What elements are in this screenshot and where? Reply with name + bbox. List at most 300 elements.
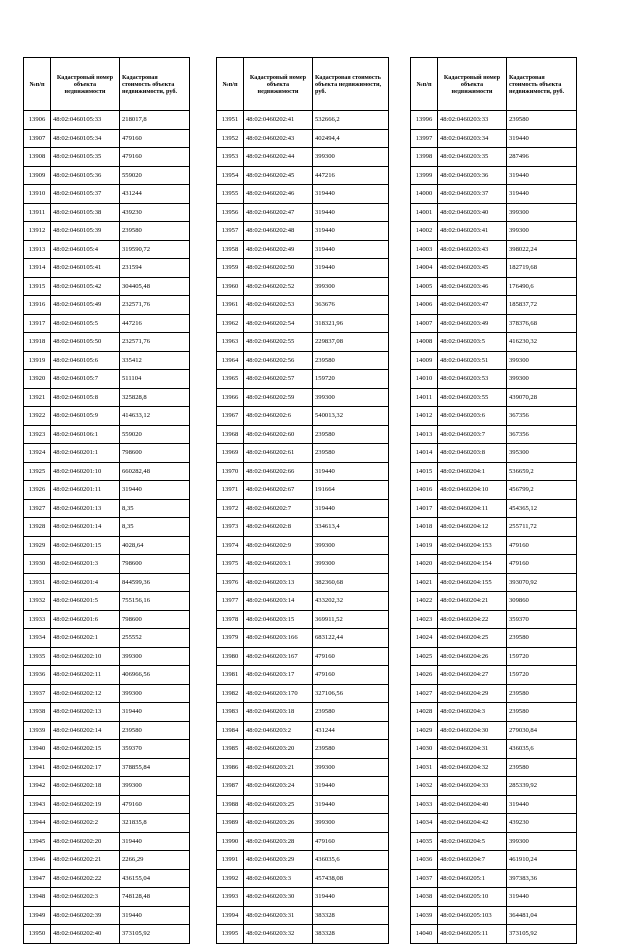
cell-cadastral-number: 48:02:0460203:30: [244, 888, 313, 907]
table-row: [411, 185, 577, 204]
cell-cadastral-value: 456799,2: [507, 481, 577, 500]
table-row: [217, 832, 389, 851]
cell-cadastral-value: 255711,72: [507, 518, 577, 537]
table-row: [24, 851, 190, 870]
cell-cadastral-value: 318321,96: [313, 314, 389, 333]
table-row: [411, 573, 577, 592]
cell-cadastral-value: 239580: [507, 703, 577, 722]
table-row: [24, 444, 190, 463]
cell-cadastral-number: 48:02:0460202:41: [244, 111, 313, 130]
cell-num: 13990: [217, 832, 244, 851]
cell-cadastral-number: 48:02:0460202:67: [244, 481, 313, 500]
table-row: [24, 277, 190, 296]
cell-num: 13982: [217, 684, 244, 703]
cell-cadastral-value: 559020: [120, 425, 190, 444]
table-row: [411, 795, 577, 814]
cell-cadastral-number: 48:02:0460203:5: [438, 333, 507, 352]
cell-cadastral-number: 48:02:0460201:10: [51, 462, 120, 481]
cell-cadastral-value: 359370: [120, 740, 190, 759]
table-row: [411, 499, 577, 518]
cell-cadastral-number: 48:02:0460203:15: [244, 610, 313, 629]
cell-cadastral-number: 48:02:0460204:27: [438, 666, 507, 685]
cell-cadastral-number: 48:02:0460203:29: [244, 851, 313, 870]
cell-cadastral-value: 436155,04: [120, 869, 190, 888]
cell-num: 14006: [411, 296, 438, 315]
table-row: [24, 388, 190, 407]
cell-cadastral-value: 431244: [120, 185, 190, 204]
cell-cadastral-value: 398022,24: [507, 240, 577, 259]
cell-num: 14025: [411, 647, 438, 666]
cell-cadastral-value: 399300: [507, 370, 577, 389]
table-row: [411, 351, 577, 370]
table-row: [217, 647, 389, 666]
cell-cadastral-number: 48:02:0460203:35: [438, 148, 507, 167]
cell-num: 14024: [411, 629, 438, 648]
cell-num: 13999: [411, 166, 438, 185]
cell-cadastral-value: 239580: [507, 758, 577, 777]
cell-num: 14028: [411, 703, 438, 722]
cell-cadastral-number: 48:02:0460105:41: [51, 259, 120, 278]
cell-num: 13947: [24, 869, 51, 888]
table-row: [411, 684, 577, 703]
cell-num: 13964: [217, 351, 244, 370]
cell-cadastral-number: 48:02:0460202:9: [244, 536, 313, 555]
cell-cadastral-value: 683122,44: [313, 629, 389, 648]
cell-num: 13948: [24, 888, 51, 907]
cell-cadastral-value: 159720: [313, 370, 389, 389]
table-row: [411, 333, 577, 352]
cell-cadastral-number: 48:02:0460205:1: [438, 869, 507, 888]
cell-num: 14022: [411, 592, 438, 611]
cell-num: 13918: [24, 333, 51, 352]
table-row: [24, 203, 190, 222]
cell-num: 13971: [217, 481, 244, 500]
table-row: [411, 444, 577, 463]
cell-cadastral-number: 48:02:0460203:34: [438, 129, 507, 148]
cell-num: 14029: [411, 721, 438, 740]
cell-cadastral-value: 439070,28: [507, 388, 577, 407]
table-row: [217, 888, 389, 907]
table-header-row: [24, 58, 190, 111]
table-row: [411, 111, 577, 130]
cell-cadastral-value: 232571,76: [120, 296, 190, 315]
cell-cadastral-number: 48:02:0460202:50: [244, 259, 313, 278]
table-row: [24, 536, 190, 555]
table-row: [217, 703, 389, 722]
cell-num: 13985: [217, 740, 244, 759]
cell-cadastral-number: 48:02:0460204:153: [438, 536, 507, 555]
cell-num: 13913: [24, 240, 51, 259]
cell-cadastral-number: 48:02:0460204:5: [438, 832, 507, 851]
cell-cadastral-value: 239580: [313, 740, 389, 759]
cell-num: 13951: [217, 111, 244, 130]
table-row: [411, 592, 577, 611]
cell-cadastral-number: 48:02:0460204:31: [438, 740, 507, 759]
cell-cadastral-number: 48:02:0460105:5: [51, 314, 120, 333]
cell-num: 13916: [24, 296, 51, 315]
cell-cadastral-value: 382360,68: [313, 573, 389, 592]
cell-num: 13998: [411, 148, 438, 167]
cell-cadastral-number: 48:02:0460204:40: [438, 795, 507, 814]
cell-cadastral-value: 232571,76: [120, 333, 190, 352]
cell-num: 13996: [411, 111, 438, 130]
cell-cadastral-number: 48:02:0460204:32: [438, 758, 507, 777]
table-row: [411, 758, 577, 777]
cell-cadastral-number: 48:02:0460203:3: [244, 869, 313, 888]
table-row: [411, 740, 577, 759]
cell-cadastral-value: 399300: [507, 222, 577, 241]
table-row: [217, 777, 389, 796]
cell-num: 14023: [411, 610, 438, 629]
cell-num: 13932: [24, 592, 51, 611]
table-row: [411, 777, 577, 796]
table-row: [217, 222, 389, 241]
table-row: [411, 925, 577, 944]
cell-cadastral-value: 431244: [313, 721, 389, 740]
cell-cadastral-value: 182719,68: [507, 259, 577, 278]
table-row: [24, 314, 190, 333]
cell-cadastral-value: 239580: [507, 111, 577, 130]
cell-cadastral-value: 319440: [313, 499, 389, 518]
table-row: [217, 444, 389, 463]
cell-num: 13952: [217, 129, 244, 148]
table-row: [24, 814, 190, 833]
cell-num: 13944: [24, 814, 51, 833]
cell-num: 13976: [217, 573, 244, 592]
table-row: [411, 536, 577, 555]
cell-num: 13987: [217, 777, 244, 796]
cell-cadastral-value: 559020: [120, 166, 190, 185]
table-row: [24, 555, 190, 574]
cell-num: 13923: [24, 425, 51, 444]
cell-num: 14000: [411, 185, 438, 204]
cell-num: 13941: [24, 758, 51, 777]
cell-cadastral-value: 239580: [313, 425, 389, 444]
cell-cadastral-value: 8,35: [120, 518, 190, 537]
cell-cadastral-value: 287496: [507, 148, 577, 167]
cell-cadastral-number: 48:02:0460105:8: [51, 388, 120, 407]
cell-num: 13939: [24, 721, 51, 740]
cell-num: 14037: [411, 869, 438, 888]
cell-cadastral-number: 48:02:0460202:59: [244, 388, 313, 407]
cell-cadastral-number: 48:02:0460202:20: [51, 832, 120, 851]
table-row: [24, 240, 190, 259]
table-row: [411, 462, 577, 481]
cell-cadastral-number: 48:02:0460202:1: [51, 629, 120, 648]
cell-cadastral-number: 48:02:0460202:66: [244, 462, 313, 481]
cell-cadastral-value: 239580: [507, 684, 577, 703]
table-row: [217, 148, 389, 167]
table-row: [217, 296, 389, 315]
cell-cadastral-number: 48:02:0460203:8: [438, 444, 507, 463]
cell-cadastral-value: 436035,6: [507, 740, 577, 759]
cell-cadastral-value: 536659,2: [507, 462, 577, 481]
table-row: [217, 259, 389, 278]
cell-cadastral-value: 229837,08: [313, 333, 389, 352]
cell-num: 13921: [24, 388, 51, 407]
table-row: [411, 610, 577, 629]
cell-cadastral-number: 48:02:0460203:51: [438, 351, 507, 370]
cell-num: 14031: [411, 758, 438, 777]
table-row: [217, 906, 389, 925]
cell-num: 13978: [217, 610, 244, 629]
cell-cadastral-value: 319440: [507, 185, 577, 204]
cell-num: 13911: [24, 203, 51, 222]
cell-cadastral-number: 48:02:0460105:42: [51, 277, 120, 296]
cell-cadastral-value: 748128,48: [120, 888, 190, 907]
cell-cadastral-value: 239580: [313, 703, 389, 722]
table-row: [217, 185, 389, 204]
header-cadastral: Кадастровый номер объекта недвижимости: [244, 58, 313, 111]
table-row: [217, 721, 389, 740]
cell-num: 14034: [411, 814, 438, 833]
table-row: [217, 758, 389, 777]
cell-cadastral-value: 319440: [313, 795, 389, 814]
cell-cadastral-number: 48:02:0460202:45: [244, 166, 313, 185]
cell-cadastral-number: 48:02:0460202:10: [51, 647, 120, 666]
cell-num: 13953: [217, 148, 244, 167]
cell-num: 14036: [411, 851, 438, 870]
cell-cadastral-number: 48:02:0460202:13: [51, 703, 120, 722]
cell-cadastral-number: 48:02:0460201:11: [51, 481, 120, 500]
table-row: [217, 536, 389, 555]
cell-num: 14009: [411, 351, 438, 370]
cell-cadastral-number: 48:02:0460204:42: [438, 814, 507, 833]
cell-num: 13924: [24, 444, 51, 463]
table-row: [217, 555, 389, 574]
cell-num: 13940: [24, 740, 51, 759]
cell-cadastral-number: 48:02:0460202:18: [51, 777, 120, 796]
cell-num: 14003: [411, 240, 438, 259]
cell-num: 13957: [217, 222, 244, 241]
cell-cadastral-number: 48:02:0460203:6: [438, 407, 507, 426]
cell-cadastral-value: 447216: [313, 166, 389, 185]
table-row: [24, 462, 190, 481]
cell-cadastral-value: 255552: [120, 629, 190, 648]
cell-cadastral-number: 48:02:0460202:17: [51, 758, 120, 777]
cell-cadastral-value: 239580: [313, 444, 389, 463]
cell-cadastral-number: 48:02:0460202:44: [244, 148, 313, 167]
table-row: [217, 370, 389, 389]
table-row: [24, 832, 190, 851]
cell-cadastral-value: 319440: [507, 888, 577, 907]
cell-cadastral-number: 48:02:0460202:54: [244, 314, 313, 333]
cell-num: 13970: [217, 462, 244, 481]
cell-num: 13954: [217, 166, 244, 185]
cell-cadastral-number: 48:02:0460202:52: [244, 277, 313, 296]
table-row: [411, 425, 577, 444]
cell-num: 13946: [24, 851, 51, 870]
table-row: [411, 259, 577, 278]
table-row: [217, 166, 389, 185]
cell-cadastral-value: 383328: [313, 925, 389, 944]
table-row: [411, 814, 577, 833]
cell-cadastral-value: 319440: [313, 240, 389, 259]
cell-cadastral-value: 231594: [120, 259, 190, 278]
cell-cadastral-number: 48:02:0460203:166: [244, 629, 313, 648]
cell-cadastral-value: 159720: [507, 666, 577, 685]
cell-cadastral-value: 479160: [507, 536, 577, 555]
cell-cadastral-number: 48:02:0460202:3: [51, 888, 120, 907]
header-value: Кадастровая стоимость объекта недвижимости, руб.: [120, 58, 190, 111]
cell-cadastral-value: 319440: [313, 185, 389, 204]
table-row: [411, 721, 577, 740]
cell-num: 13981: [217, 666, 244, 685]
cell-num: 14035: [411, 832, 438, 851]
cell-num: 13992: [217, 869, 244, 888]
cell-num: 13910: [24, 185, 51, 204]
table-row: [24, 185, 190, 204]
cell-cadastral-value: 479160: [120, 129, 190, 148]
cell-cadastral-value: 397383,36: [507, 869, 577, 888]
table-row: [24, 370, 190, 389]
cell-cadastral-value: 433202,32: [313, 592, 389, 611]
cell-cadastral-value: 279030,84: [507, 721, 577, 740]
cell-cadastral-number: 48:02:0460205:11: [438, 925, 507, 944]
table-row: [411, 832, 577, 851]
cell-num: 13969: [217, 444, 244, 463]
cell-cadastral-value: 399300: [313, 277, 389, 296]
cell-cadastral-value: 325828,8: [120, 388, 190, 407]
cell-cadastral-value: 399300: [507, 832, 577, 851]
cell-cadastral-number: 48:02:0460202:55: [244, 333, 313, 352]
cell-num: 14013: [411, 425, 438, 444]
cell-num: 13960: [217, 277, 244, 296]
cell-cadastral-value: 439230: [120, 203, 190, 222]
table-row: [24, 684, 190, 703]
cell-num: 14017: [411, 499, 438, 518]
cell-num: 13933: [24, 610, 51, 629]
table-row: [217, 610, 389, 629]
cell-num: 14011: [411, 388, 438, 407]
cell-cadastral-number: 48:02:0460105:9: [51, 407, 120, 426]
cell-num: 14004: [411, 259, 438, 278]
cell-num: 14027: [411, 684, 438, 703]
table-row: [411, 851, 577, 870]
table-row: [411, 555, 577, 574]
cell-cadastral-number: 48:02:0460201:4: [51, 573, 120, 592]
table-row: [217, 277, 389, 296]
cell-cadastral-value: 479160: [120, 795, 190, 814]
cell-cadastral-number: 48:02:0460203:17: [244, 666, 313, 685]
cell-cadastral-number: 48:02:0460105:35: [51, 148, 120, 167]
cell-num: 13988: [217, 795, 244, 814]
cell-cadastral-number: 48:02:0460201:13: [51, 499, 120, 518]
cell-cadastral-number: 48:02:0460203:46: [438, 277, 507, 296]
table-row: [217, 129, 389, 148]
table-row: [411, 869, 577, 888]
cell-cadastral-number: 48:02:0460203:24: [244, 777, 313, 796]
cell-cadastral-value: 159720: [507, 647, 577, 666]
table-row: [217, 499, 389, 518]
cell-cadastral-value: 540013,32: [313, 407, 389, 426]
cell-cadastral-value: 321835,8: [120, 814, 190, 833]
cell-cadastral-number: 48:02:0460203:40: [438, 203, 507, 222]
cell-num: 13977: [217, 592, 244, 611]
cell-cadastral-value: 532666,2: [313, 111, 389, 130]
cell-cadastral-value: 363676: [313, 296, 389, 315]
cell-cadastral-value: 319440: [120, 906, 190, 925]
cell-num: 13961: [217, 296, 244, 315]
cell-cadastral-number: 48:02:0460202:19: [51, 795, 120, 814]
table-row: [411, 296, 577, 315]
cell-num: 13995: [217, 925, 244, 944]
table-row: [24, 610, 190, 629]
header-value: Кадастровая стоимость объекта недвижимости, руб.: [313, 58, 389, 111]
table-row: [24, 333, 190, 352]
cell-cadastral-value: 395300: [507, 444, 577, 463]
cell-num: 13928: [24, 518, 51, 537]
table-row: [411, 888, 577, 907]
cell-num: 13917: [24, 314, 51, 333]
cell-cadastral-value: 479160: [313, 666, 389, 685]
cell-cadastral-value: 479160: [313, 647, 389, 666]
table-row: [24, 296, 190, 315]
cell-cadastral-number: 48:02:0460204:1: [438, 462, 507, 481]
cell-cadastral-value: 319440: [313, 888, 389, 907]
cell-cadastral-number: 48:02:0460105:34: [51, 129, 120, 148]
cell-cadastral-number: 48:02:0460202:60: [244, 425, 313, 444]
cell-num: 13968: [217, 425, 244, 444]
cell-cadastral-value: 798600: [120, 610, 190, 629]
cell-cadastral-number: 48:02:0460105:50: [51, 333, 120, 352]
cell-cadastral-number: 48:02:0460202:21: [51, 851, 120, 870]
table-row: [217, 684, 389, 703]
cell-cadastral-value: 367356: [507, 425, 577, 444]
cell-cadastral-value: 660282,48: [120, 462, 190, 481]
cell-cadastral-number: 48:02:0460203:33: [438, 111, 507, 130]
cell-cadastral-value: 373105,92: [120, 925, 190, 944]
cell-cadastral-number: 48:02:0460201:5: [51, 592, 120, 611]
cell-num: 14040: [411, 925, 438, 944]
cell-cadastral-value: 399300: [313, 814, 389, 833]
cell-cadastral-value: 511104: [120, 370, 190, 389]
cell-cadastral-number: 48:02:0460202:7: [244, 499, 313, 518]
table-row: [24, 869, 190, 888]
cell-cadastral-number: 48:02:0460203:37: [438, 185, 507, 204]
table-row: [24, 721, 190, 740]
cell-cadastral-value: 402494,4: [313, 129, 389, 148]
cell-cadastral-value: 239580: [120, 721, 190, 740]
table-row: [411, 703, 577, 722]
cell-cadastral-number: 48:02:0460105:38: [51, 203, 120, 222]
cell-cadastral-value: 8,35: [120, 499, 190, 518]
table-row: [24, 129, 190, 148]
cell-num: 14014: [411, 444, 438, 463]
table-row: [24, 573, 190, 592]
table-row: [24, 166, 190, 185]
table-row: [411, 203, 577, 222]
cell-num: 13909: [24, 166, 51, 185]
table-row: [24, 111, 190, 130]
cell-num: 14007: [411, 314, 438, 333]
cell-cadastral-number: 48:02:0460106:1: [51, 425, 120, 444]
cell-cadastral-number: 48:02:0460202:49: [244, 240, 313, 259]
cell-num: 13950: [24, 925, 51, 944]
cell-num: 14005: [411, 277, 438, 296]
cell-cadastral-number: 48:02:0460203:43: [438, 240, 507, 259]
table-row: [217, 407, 389, 426]
table-row: [411, 370, 577, 389]
cell-cadastral-value: 319440: [507, 166, 577, 185]
cell-num: 13949: [24, 906, 51, 925]
cell-num: 13907: [24, 129, 51, 148]
cell-num: 13991: [217, 851, 244, 870]
cell-num: 14001: [411, 203, 438, 222]
cell-cadastral-number: 48:02:0460204:33: [438, 777, 507, 796]
cell-num: 14018: [411, 518, 438, 537]
cell-cadastral-value: 319440: [120, 703, 190, 722]
